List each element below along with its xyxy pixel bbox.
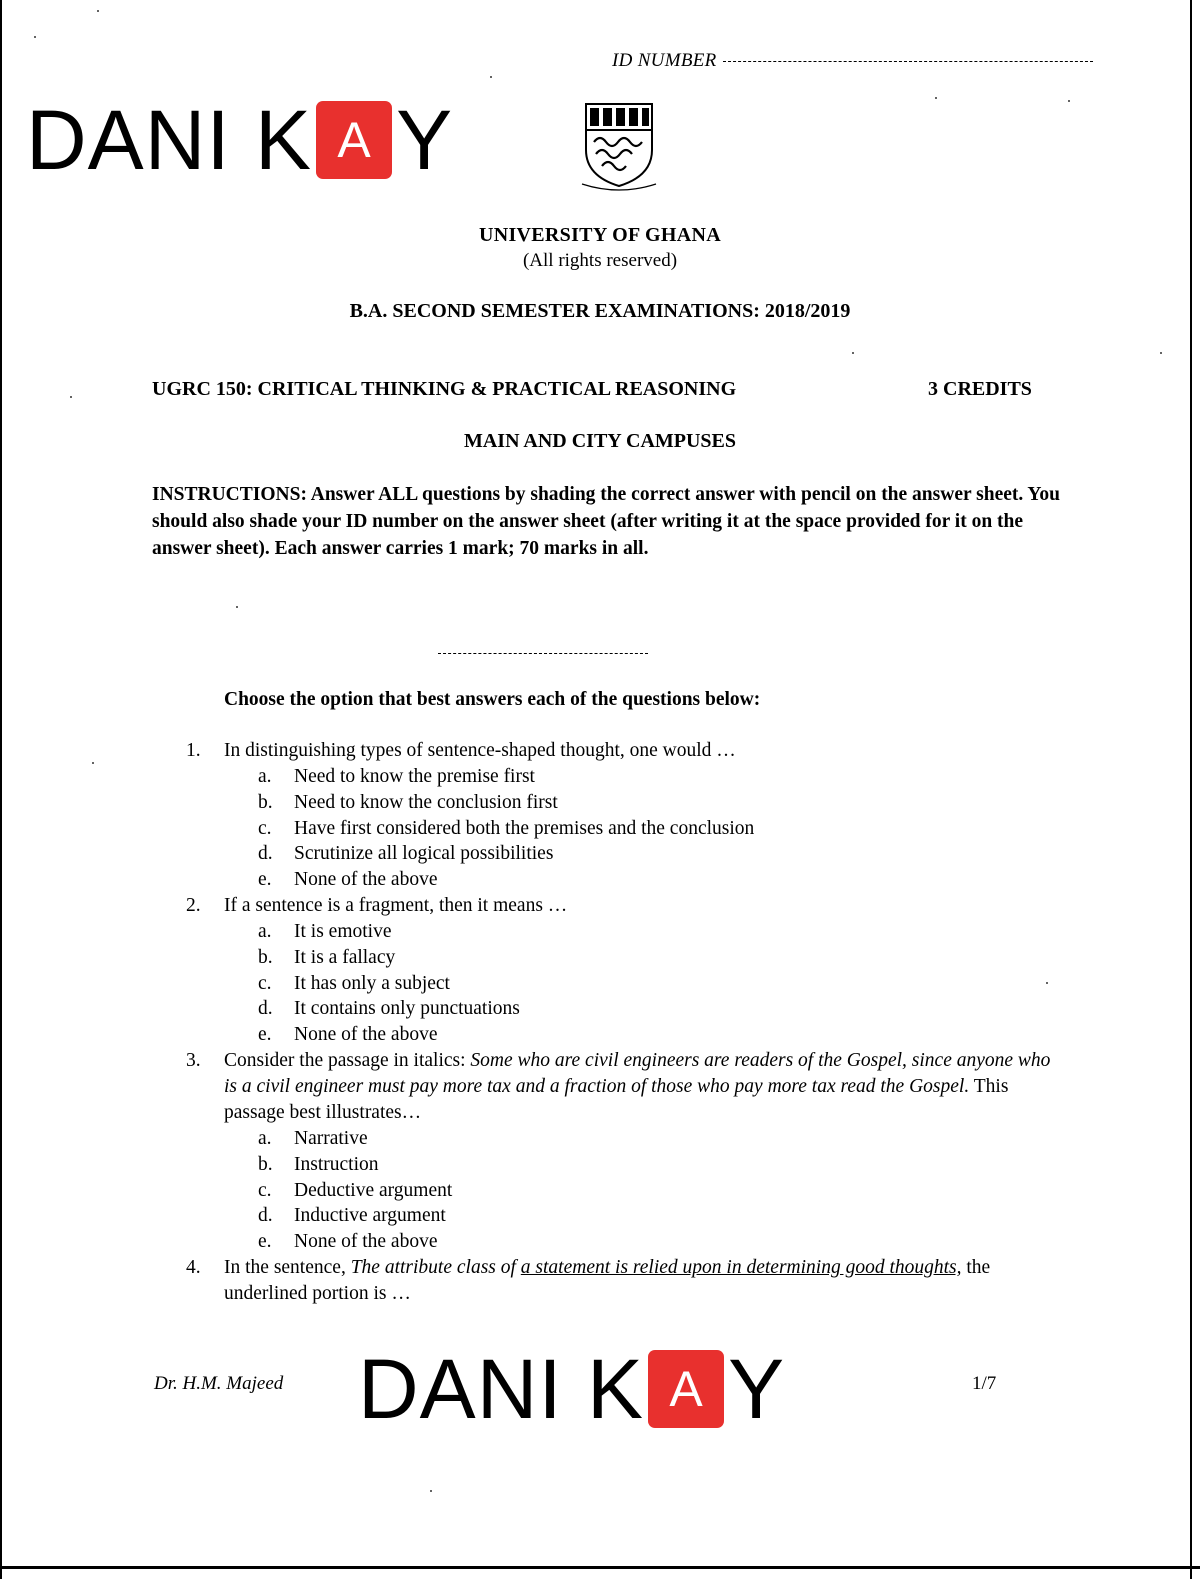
option-letter: d. bbox=[258, 843, 273, 865]
option-item bbox=[224, 764, 1066, 790]
option-text: It is emotive bbox=[294, 920, 392, 942]
section-divider bbox=[438, 653, 648, 654]
watermark-logo-bottom bbox=[358, 1342, 786, 1436]
rights-note: (All rights reserved) bbox=[522, 250, 678, 271]
scan-speck bbox=[1160, 352, 1162, 354]
id-number-field bbox=[612, 50, 1093, 72]
watermark-prefix: DANI K bbox=[26, 93, 313, 187]
footer-author: Dr. H.M. Majeed bbox=[154, 1373, 284, 1394]
question-number: 1. bbox=[186, 740, 201, 761]
option-item bbox=[224, 841, 1066, 867]
option-letter: d. bbox=[258, 1205, 273, 1227]
option-item bbox=[224, 1126, 1066, 1152]
scan-speck bbox=[97, 10, 99, 12]
option-item bbox=[224, 816, 1066, 842]
question-passage-italic: Some who are civil engineers are readers of the Gospel, since anyone who is a civil engineer must pay more tax and a fraction of those who pay more tax read the Gospel. bbox=[224, 1049, 1051, 1097]
instructions: INSTRUCTIONS: Answer ALL questions by shading the correct answer with pencil on the answer sheet. You should also shade your ID number on the answer sheet (after writing it at the space provided for it on the answer sheet). Each answer carries 1 mark; 70 marks in all. bbox=[152, 484, 1060, 559]
scan-speck bbox=[852, 352, 854, 354]
option-text: It is a fallacy bbox=[294, 946, 396, 968]
exam-title: B.A. SECOND SEMESTER EXAMINATIONS: 2018/2019 bbox=[349, 300, 851, 322]
option-text: It contains only punctuations bbox=[294, 998, 520, 1020]
option-text: Deductive argument bbox=[294, 1179, 453, 1201]
option-item bbox=[224, 945, 1066, 971]
option-letter: d. bbox=[258, 998, 273, 1020]
option-item bbox=[224, 790, 1066, 816]
question-text-suffix: This passage best illustrates… bbox=[224, 1075, 1009, 1123]
question-3 bbox=[186, 1048, 1066, 1255]
university-title: UNIVERSITY OF GHANA bbox=[478, 224, 722, 246]
page-number: 1/7 bbox=[972, 1373, 997, 1394]
option-text: Narrative bbox=[294, 1127, 368, 1149]
scan-speck bbox=[34, 36, 36, 38]
question-4 bbox=[186, 1255, 1066, 1307]
watermark-logo-top bbox=[26, 93, 454, 187]
option-list bbox=[224, 1126, 1066, 1255]
option-letter: a. bbox=[258, 1127, 272, 1149]
course-credits: 3 CREDITS bbox=[928, 378, 1032, 400]
option-letter: e. bbox=[258, 869, 272, 891]
question-text: In distinguishing types of sentence-shaped thought, one would … bbox=[224, 740, 736, 761]
option-item bbox=[224, 1229, 1066, 1255]
choose-prompt: Choose the option that best answers each of the questions below: bbox=[224, 689, 761, 710]
scan-speck bbox=[92, 762, 94, 764]
option-text: None of the above bbox=[294, 1024, 438, 1046]
option-letter: b. bbox=[258, 791, 273, 813]
scan-speck bbox=[1068, 100, 1070, 102]
option-list bbox=[224, 919, 1066, 1048]
option-item bbox=[224, 1022, 1066, 1048]
id-number-blank bbox=[723, 61, 1093, 62]
option-letter: c. bbox=[258, 817, 272, 839]
watermark-suffix: Y bbox=[728, 1342, 786, 1436]
option-item bbox=[224, 1178, 1066, 1204]
option-item bbox=[224, 971, 1066, 997]
option-letter: b. bbox=[258, 946, 273, 968]
question-list bbox=[186, 738, 1066, 1307]
question-text-suffix: the underlined portion is … bbox=[224, 1256, 991, 1304]
scan-speck bbox=[70, 396, 72, 398]
id-number-label: ID NUMBER bbox=[612, 50, 717, 71]
question-text: If a sentence is a fragment, then it means … bbox=[224, 894, 568, 916]
option-letter: a. bbox=[258, 766, 272, 787]
page-border-bottom bbox=[0, 1566, 1200, 1569]
option-list bbox=[224, 764, 1066, 893]
option-text: Need to know the conclusion first bbox=[294, 791, 558, 813]
question-number: 3. bbox=[186, 1049, 201, 1071]
scan-speck bbox=[490, 76, 492, 78]
option-item bbox=[224, 867, 1066, 893]
option-text: Need to know the premise first bbox=[294, 766, 535, 787]
option-text: None of the above bbox=[294, 1231, 438, 1253]
option-item bbox=[224, 1152, 1066, 1178]
option-item bbox=[224, 919, 1066, 945]
option-text: Instruction bbox=[294, 1153, 379, 1175]
university-crest-icon bbox=[574, 98, 664, 194]
option-item bbox=[224, 996, 1066, 1022]
option-text: None of the above bbox=[294, 869, 438, 891]
option-letter: c. bbox=[258, 972, 272, 994]
option-text: Inductive argument bbox=[294, 1205, 446, 1227]
watermark-suffix: Y bbox=[396, 93, 454, 187]
question-number: 2. bbox=[186, 894, 201, 916]
option-text: Have first considered both the premises and the conclusion bbox=[294, 817, 755, 839]
question-number: 4. bbox=[186, 1256, 201, 1278]
question-text-prefix: In the sentence, bbox=[224, 1256, 351, 1278]
scan-speck bbox=[935, 97, 937, 99]
option-letter: a. bbox=[258, 920, 272, 942]
option-item bbox=[224, 1203, 1066, 1229]
question-underlined-portion: a statement is relied upon in determining good thoughts, bbox=[520, 1256, 962, 1278]
course-title: UGRC 150: CRITICAL THINKING & PRACTICAL REASONING bbox=[152, 378, 737, 400]
option-letter: c. bbox=[258, 1179, 272, 1201]
option-text: It has only a subject bbox=[294, 972, 450, 994]
question-2 bbox=[186, 893, 1066, 1048]
option-letter: e. bbox=[258, 1231, 272, 1253]
question-text-prefix: Consider the passage in italics: bbox=[224, 1049, 471, 1071]
scan-speck bbox=[236, 606, 238, 608]
campuses-title: MAIN AND CITY CAMPUSES bbox=[463, 430, 737, 452]
option-letter: e. bbox=[258, 1024, 272, 1046]
question-sentence-italic: The attribute class of bbox=[350, 1256, 521, 1278]
watermark-prefix: DANI K bbox=[358, 1342, 645, 1436]
watermark-boxed-letter: A bbox=[316, 101, 392, 179]
scan-speck bbox=[430, 1490, 432, 1492]
question-1 bbox=[186, 738, 1066, 893]
option-letter: b. bbox=[258, 1153, 273, 1175]
option-text: Scrutinize all logical possibilities bbox=[294, 843, 554, 865]
watermark-boxed-letter: A bbox=[648, 1350, 724, 1428]
